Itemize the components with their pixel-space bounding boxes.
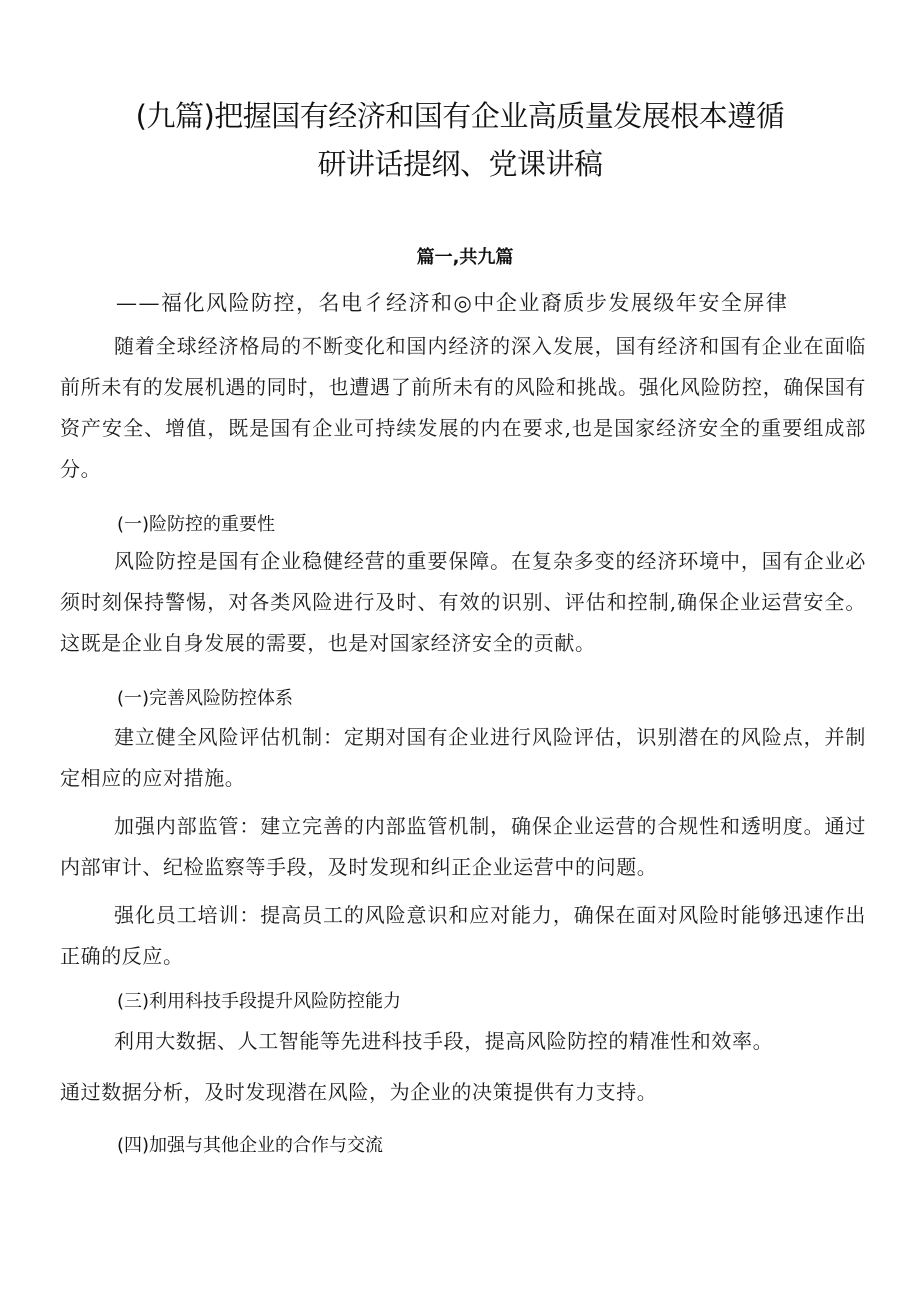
paragraph-system-2: 加强内部监管：建立完善的内部监管机制，确保企业运营的合规性和透明度。通过内部审计、纪检监察等手段，及时发现和纠正企业运营中的问题。 bbox=[60, 814, 866, 879]
document-title-line2: 研讲话提纲、党课讲稿 bbox=[317, 147, 603, 181]
paragraph-technology-1: 利用大数据、人工智能等先进科技手段，提高风险防控的精准性和效率。 bbox=[114, 1029, 774, 1053]
heading-system: (一)完善风险防控体系 bbox=[117, 688, 294, 709]
heading-technology: (三)利用科技手段提升风险防控能力 bbox=[117, 991, 402, 1012]
heading-cooperation: (四)加强与其他企业的合作与交流 bbox=[117, 1135, 384, 1156]
paragraph-intro: 随着全球经济格局的不断变化和国内经济的深入发展，国有经济和国有企业在面临前所未有的发展机遇的同时，也遭遇了前所未有的风险和挑战。强化风险防控，确保国有资产安全、增值，既是国有企业可持续发展的内在要求,也是国家经济安全的重要组成部分。 bbox=[60, 334, 866, 481]
heading-importance: (一)险防控的重要性 bbox=[117, 514, 276, 535]
document-title-line1: (九篇)把握国有经济和国有企业高质量发展根本遵循 bbox=[135, 99, 785, 133]
section-label: 篇一,共九篇 bbox=[416, 247, 514, 268]
paragraph-system-3: 强化员工培训：提高员工的风险意识和应对能力，确保在面对风险时能够迅速作出正确的反应。 bbox=[60, 903, 866, 968]
paragraph-system-1: 建立健全风险评估机制：定期对国有企业进行风险评估，识别潜在的风险点，并制定相应的应对措施。 bbox=[60, 725, 866, 790]
paragraph-importance: 风险防控是国有企业稳健经营的重要保障。在复杂多变的经济环境中，国有企业必须时刻保持警惕，对各类风险进行及时、有效的识别、评估和控制,确保企业运营安全。这既是企业自身发展的需要，也是对国家经济安全的贡献。 bbox=[60, 549, 866, 655]
paragraph-technology-2: 通过数据分析，及时发现潜在风险，为企业的决策提供有力支持。 bbox=[60, 1080, 658, 1104]
section-subtitle: ——福化风险防控，名电彳经济和◎中企业裔质步发展级年安全屏律 bbox=[116, 291, 789, 315]
